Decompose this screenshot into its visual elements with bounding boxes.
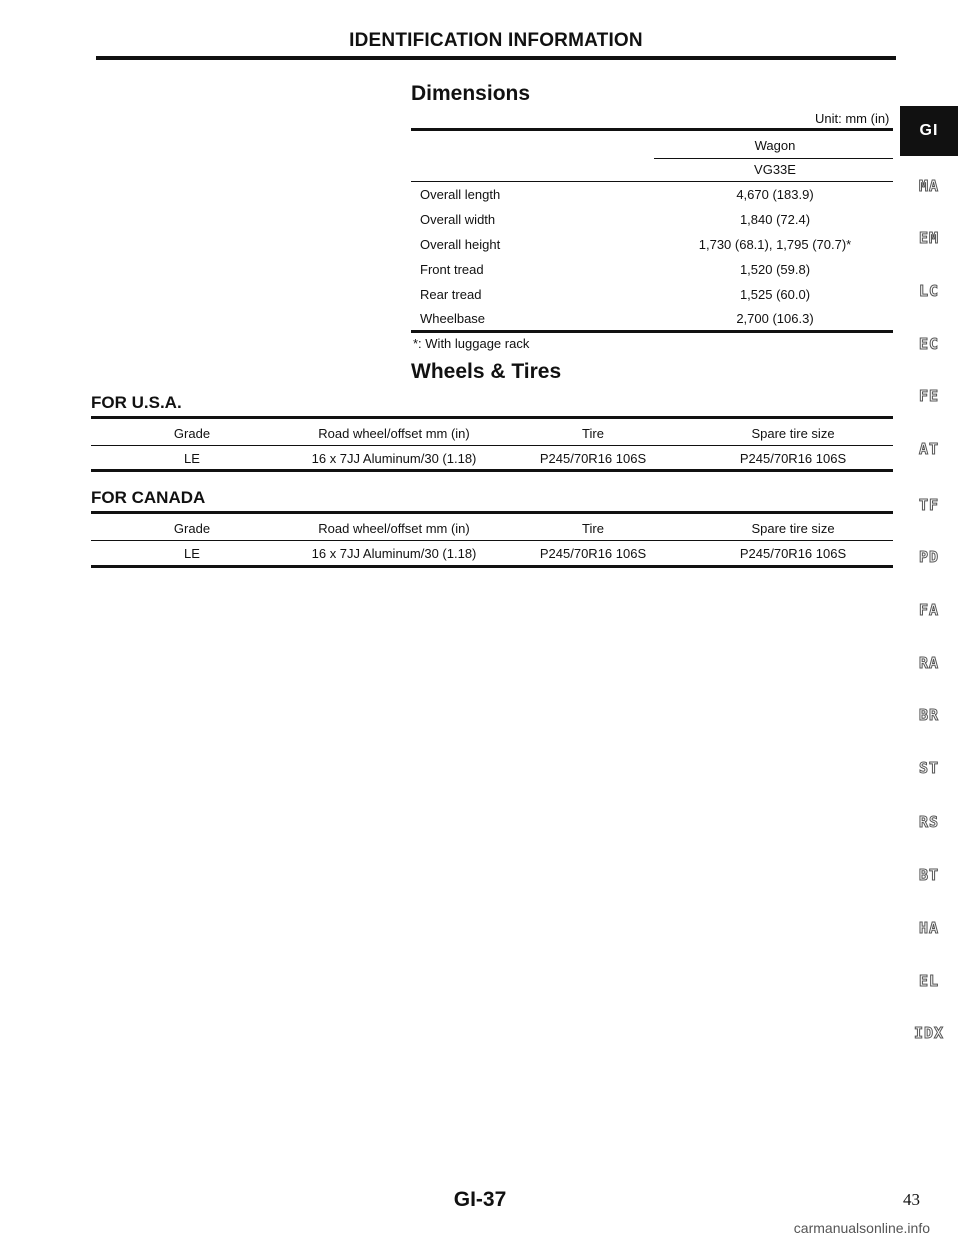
canada-row-cell: LE [184, 546, 200, 561]
usa-header-cell: Spare tire size [751, 426, 835, 441]
watermark-text: carmanualsonline.info [793, 1220, 930, 1236]
page-code: GI-37 [453, 1188, 507, 1211]
dimensions-footnote: *: With luggage rack [413, 336, 530, 351]
dim-row-label: Rear tread [420, 287, 482, 302]
canada-header-rule [91, 540, 893, 541]
usa-row-cell: LE [184, 451, 200, 466]
section-tab-ma[interactable]: MA [918, 177, 940, 195]
page-title: IDENTIFICATION INFORMATION [349, 30, 643, 51]
dim-row-value: 2,700 (106.3) [736, 311, 814, 326]
canada-header-cell: Tire [582, 521, 604, 536]
dim-row-label: Front tread [420, 262, 484, 277]
section-tab-em[interactable]: EM [918, 229, 940, 247]
section-tab-bt[interactable]: BT [918, 866, 940, 884]
canada-row-cell: P245/70R16 106S [739, 546, 847, 561]
canada-row-cell: P245/70R16 106S [539, 546, 647, 561]
usa-row-cell: P245/70R16 106S [539, 451, 647, 466]
dim-row-value: 1,730 (68.1), 1,795 (70.7)* [698, 237, 852, 252]
canada-label: FOR CANADA [91, 488, 206, 507]
section-tab-st[interactable]: ST [918, 759, 940, 777]
usa-label: FOR U.S.A. [91, 393, 182, 412]
dim-row-label: Overall length [420, 187, 501, 202]
canada-bottom-rule [91, 565, 893, 568]
dimensions-col-wagon: Wagon [754, 138, 796, 153]
section-tab-pd[interactable]: PD [918, 548, 940, 566]
section-tab-el[interactable]: EL [918, 972, 940, 990]
usa-bottom-rule [91, 469, 893, 472]
dim-row-value: 1,840 (72.4) [739, 212, 811, 227]
canada-header-cell: Road wheel/offset mm (in) [318, 521, 470, 536]
section-tab-fa[interactable]: FA [918, 601, 940, 619]
usa-header-cell: Road wheel/offset mm (in) [318, 426, 470, 441]
section-tab-ec[interactable]: EC [918, 335, 940, 353]
canada-header-cell: Grade [173, 521, 211, 536]
section-tab-ha[interactable]: HA [918, 919, 940, 937]
canada-header-cell: Spare tire size [751, 521, 835, 536]
dimensions-col-engine: VG33E [754, 162, 796, 177]
canada-row-cell: 16 x 7JJ Aluminum/30 (1.18) [311, 546, 477, 561]
usa-header-rule [91, 445, 893, 446]
dimensions-heading: Dimensions [411, 82, 531, 105]
usa-header-cell: Grade [173, 426, 211, 441]
section-tab-idx[interactable]: IDX [913, 1024, 945, 1042]
section-tab-lc[interactable]: LC [918, 282, 940, 300]
page-header [96, 28, 896, 60]
page-number: 43 [903, 1190, 920, 1209]
dim-row-value: 1,525 (60.0) [739, 287, 811, 302]
section-tab-gi[interactable]: GI [900, 106, 958, 156]
dimensions-header-rule [411, 181, 893, 182]
section-tab-fe[interactable]: FE [918, 387, 940, 405]
section-tab-ra[interactable]: RA [918, 654, 940, 672]
dim-row-label: Overall height [420, 237, 501, 252]
section-tab-tf[interactable]: TF [918, 496, 940, 514]
usa-header-cell: Tire [582, 426, 604, 441]
dim-row-value: 4,670 (183.9) [736, 187, 814, 202]
dim-row-label: Wheelbase [420, 311, 486, 326]
section-tab-br[interactable]: BR [918, 706, 940, 724]
dimensions-top-rule [411, 128, 893, 131]
usa-row-cell: P245/70R16 106S [739, 451, 847, 466]
canada-top-rule [91, 511, 893, 514]
usa-top-rule [91, 416, 893, 419]
dimensions-bottom-rule [411, 330, 893, 333]
unit-note: Unit: mm (in) [815, 111, 890, 126]
section-tab-at[interactable]: AT [918, 440, 940, 458]
dim-row-value: 1,520 (59.8) [739, 262, 811, 277]
wheels-heading: Wheels & Tires [411, 360, 562, 383]
usa-row-cell: 16 x 7JJ Aluminum/30 (1.18) [311, 451, 477, 466]
section-tab-rs[interactable]: RS [918, 813, 940, 831]
dim-row-label: Overall width [420, 212, 496, 227]
wagon-underline [654, 158, 893, 159]
